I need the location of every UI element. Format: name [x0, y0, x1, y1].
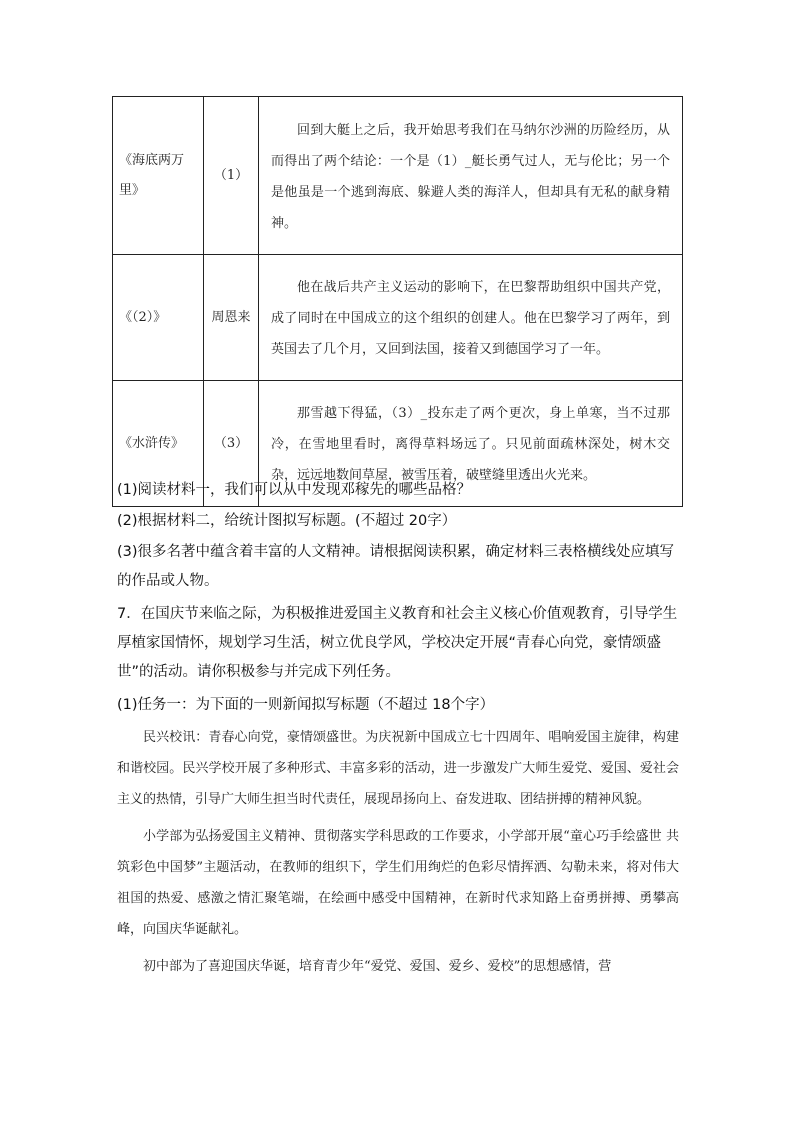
question-7-task-1: (1)任务一：为下面的一则新闻拟写标题（不超过 18个字） [117, 697, 495, 713]
table-cell-book: 《海底两万里》 [113, 97, 204, 255]
news-paragraph: 民兴校讯：青春心向党，豪情颂盛世。为庆祝新中国成立七十四周年、唱响爱国主旋律，构建和谐校园。民兴学校开展了多种形式、丰富多彩的活动，进一步激发广大师生爱党、爱国、爱社会主义的热情，引导广大师生担当时代责任，展现昂扬向上、奋发进取、团结拼搏的精神风貌。 [117, 730, 679, 807]
table-row [113, 97, 683, 255]
news-article [117, 722, 679, 982]
table-cell-person: （1） [204, 97, 259, 255]
question-2: (2)根据材料二，给统计图拟写标题。(不超过 20字） [117, 513, 457, 529]
news-paragraph: 初中部为了喜迎国庆华诞，培育青少年“爱党、爱国、爱乡、爱校”的思想感情，营 [143, 959, 612, 974]
question-1: (1)阅读材料一，我们可以从中发现邓稼先的哪些品格？ [117, 482, 472, 498]
table-cell-passage: 回到大艇上之后，我开始思考我们在马纳尔沙洲的历险经历，从而得出了两个结论：一个是（1）_艇长勇气过人，无与伦比；另一个是他虽是一个逃到海底、躲避人类的海洋人，但却具有无私的献身精神。 [259, 97, 683, 255]
table-row [113, 255, 683, 381]
table-cell-book: 《（2）》 [113, 255, 204, 381]
question-7-intro: 7．在国庆节来临之际，为积极推进爱国主义教育和社会主义核心价值观教育，引导学生厚植家国情怀，规划学习生活，树立优良学风，学校决定开展“青春心向党，豪情颂盛世”的活动。请你积极参与并完成下列任务。 [117, 606, 678, 680]
news-paragraph: 小学部为弘扬爱国主义精神、贯彻落实学科思政的工作要求，小学部开展“童心巧手绘盛世 共筑彩色中国梦”主题活动，在教师的组织下，学生们用绚烂的色彩尽情挥洒、勾勒未来，将对伟大祖国的热爱、感激之情汇聚笔端，在绘画中感受中国精神，在新时代求知路上奋勇拼搏、勇攀高峰，向国庆华诞献礼。 [117, 829, 679, 937]
table-cell-person: 周恩来 [204, 255, 259, 381]
table-cell-passage: 他在战后共产主义运动的影响下，在巴黎帮助组织中国共产党，成了同时在中国成立的这个组织的创建人。他在巴黎学习了两年，到英国去了几个月，又回到法国，接着又到德国学习了一年。 [259, 255, 683, 381]
materials-table [112, 96, 683, 507]
table-cell-person: （3） [204, 381, 259, 507]
question-3: (3)很多名著中蕴含着丰富的人文精神。请根据阅读积累，确定材料三表格横线处应填写的作品或人物。 [117, 544, 675, 589]
table-cell-passage: 那雪越下得猛，（3）_投东走了两个更次，身上单寒，当不过那冷，在雪地里看时，离得草料场远了。只见前面疏林深处，树木交杂，远远地数间草屋，被雪压着，破壁缝里透出火光来。 [259, 381, 683, 507]
table-cell-book: 《水浒传》 [113, 381, 204, 507]
